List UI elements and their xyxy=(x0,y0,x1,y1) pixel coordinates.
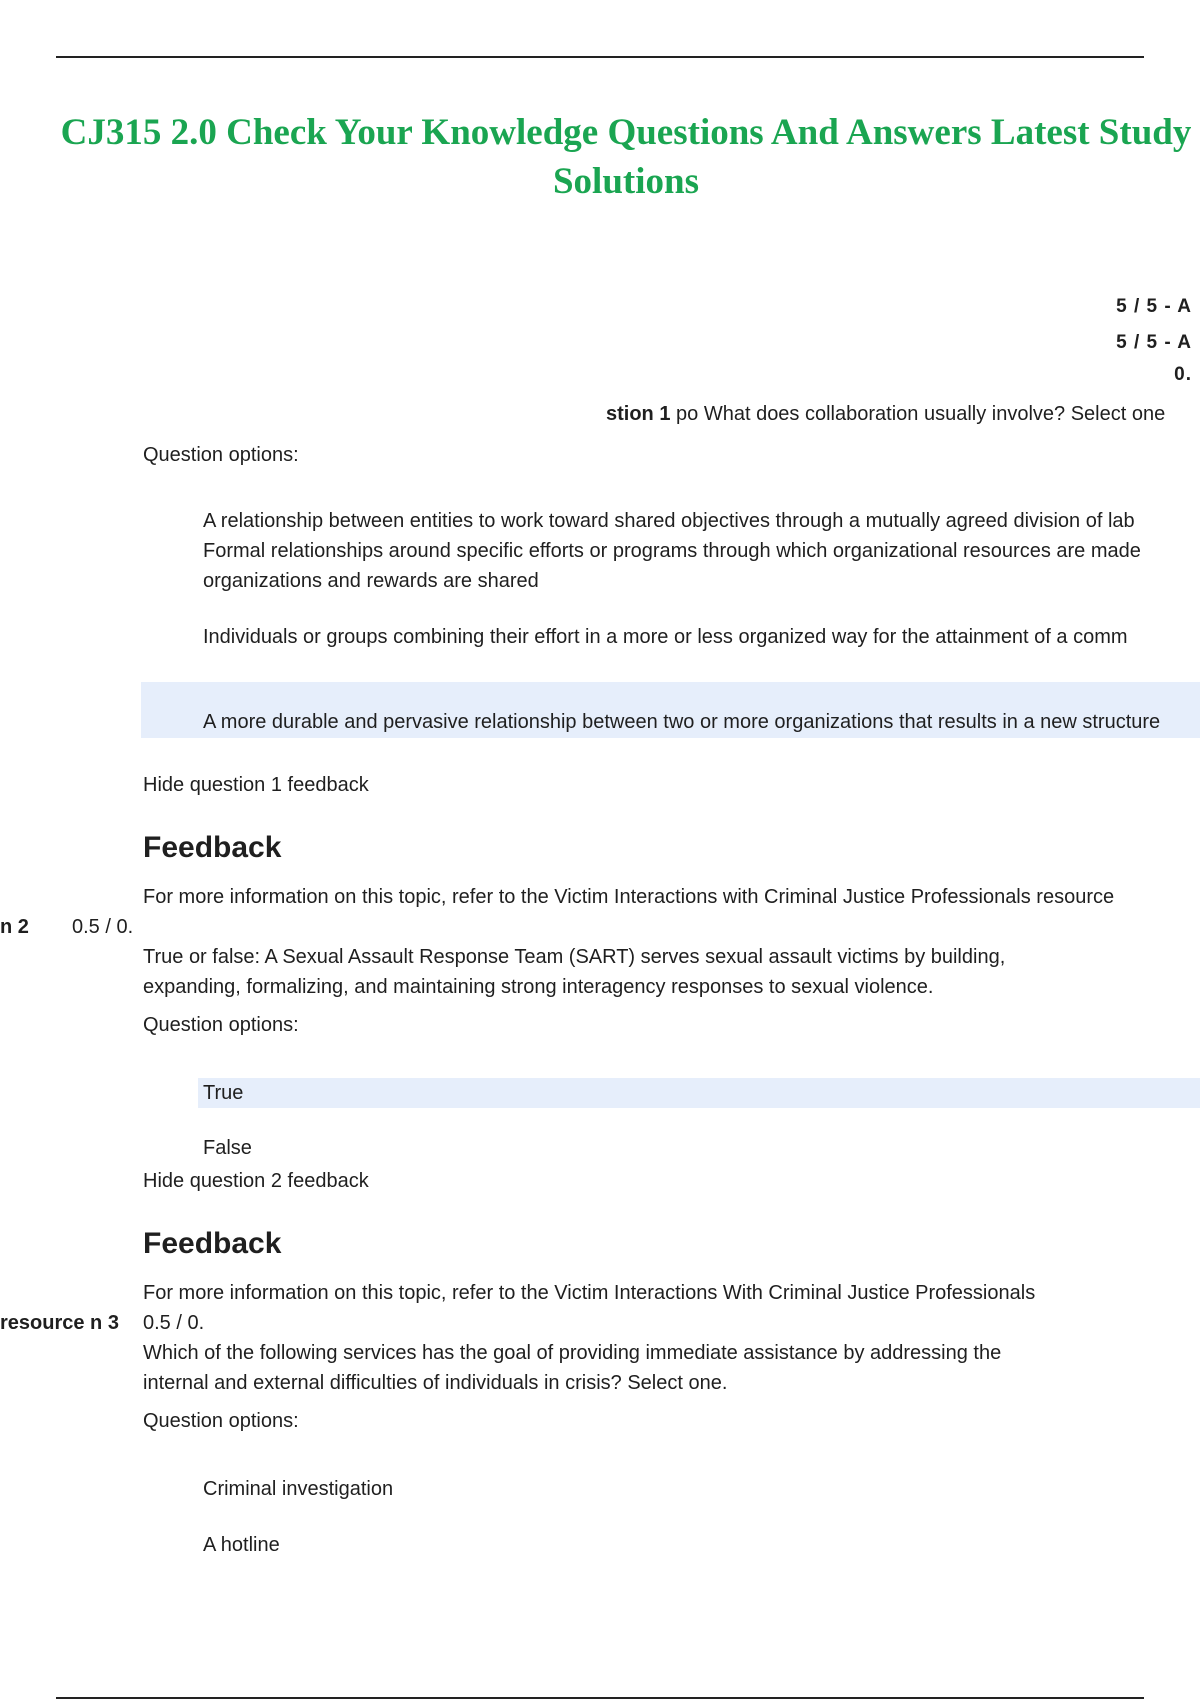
question-2-feedback-heading: Feedback xyxy=(143,1227,282,1260)
question-1-label: stion 1 xyxy=(606,403,671,425)
question-2-hide-feedback-link[interactable]: Hide question 2 feedback xyxy=(143,1170,369,1192)
question-2-feedback-text: For more information on this topic, refer to the Victim Interactions With Criminal Justice Professionals xyxy=(143,1282,1036,1304)
question-3-label: resource n 3 xyxy=(0,1312,119,1334)
question-3-options-label: Question options: xyxy=(143,1410,299,1432)
question-1-option-a[interactable]: A relationship between entities to work toward shared objectives through a mutually agreed division of lab Formal relationships around specific efforts or programs through which organizational resources are made organizations and rewards are shared xyxy=(203,510,1141,592)
score-line-1: 5 / 5 - A xyxy=(1116,296,1192,317)
question-3-text: Which of the following services has the goal of providing immediate assistance by addressing the internal and external difficulties of individuals in crisis? Select one. xyxy=(143,1342,1002,1394)
question-3-score: 0.5 / 0. xyxy=(143,1312,205,1334)
question-2-option-false[interactable]: False xyxy=(203,1137,252,1159)
question-2-score: 0.5 / 0. xyxy=(72,916,134,938)
question-1-points: po xyxy=(676,403,699,425)
score-line-3: 0. xyxy=(1174,364,1192,385)
score-line-2: 5 / 5 - A xyxy=(1116,332,1192,353)
question-2-option-true[interactable]: True xyxy=(203,1082,244,1104)
document-title: CJ315 2.0 Check Your Knowledge Questions And Answers Latest Study Solutions xyxy=(60,112,1192,202)
question-1-option-b[interactable]: Individuals or groups combining their effort in a more or less organized way for the attainment of a comm xyxy=(203,626,1128,648)
question-2-text: True or false: A Sexual Assault Response Team (SART) serves sexual assault victims by building, expanding, formalizing, and maintaining strong interagency responses to sexual violence. xyxy=(143,946,1006,998)
bottom-rule xyxy=(56,1697,1144,1699)
question-1-option-c[interactable]: A more durable and pervasive relationship between two or more organizations that results in a new structure xyxy=(203,711,1161,733)
question-2-label: n 2 xyxy=(0,916,29,938)
question-1-header xyxy=(606,399,1165,429)
question-1-feedback-heading: Feedback xyxy=(143,831,282,864)
question-3-option-a[interactable]: Criminal investigation xyxy=(203,1478,394,1500)
question-1-feedback-text: For more information on this topic, refer to the Victim Interactions with Criminal Justice Professionals resource xyxy=(143,886,1115,908)
question-1-hide-feedback-link[interactable]: Hide question 1 feedback xyxy=(143,774,369,796)
question-1-text: What does collaboration usually involve? Select one xyxy=(703,403,1166,425)
question-2-options-label: Question options: xyxy=(143,1014,299,1036)
question-3-option-b[interactable]: A hotline xyxy=(203,1534,280,1556)
top-rule xyxy=(56,56,1144,58)
question-1-options-label: Question options: xyxy=(143,444,299,466)
